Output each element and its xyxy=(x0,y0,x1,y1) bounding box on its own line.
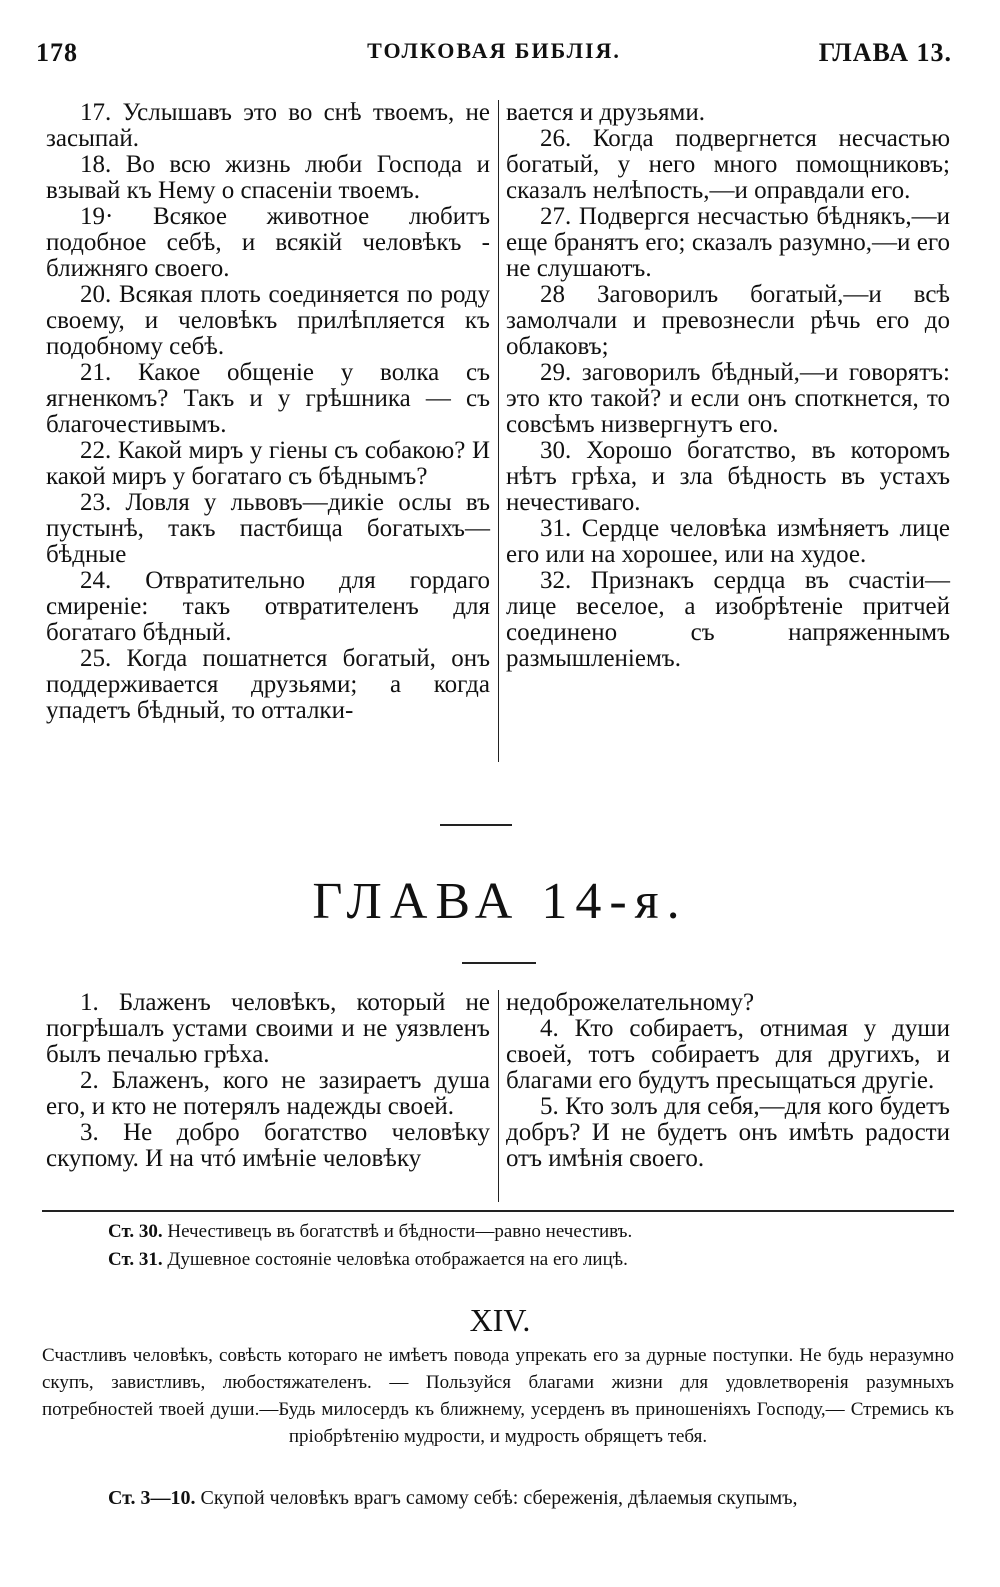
verse: 22. Какой миръ у гіены съ собакою? И какой миръ у богатаго съ бѣднымъ? xyxy=(46,437,490,490)
verse: 4. Кто собираетъ, отнимая у души своей, тотъ собираетъ для другихъ, и благами его будутъ пресыщаться другіе. xyxy=(506,1015,950,1094)
commentary-notes xyxy=(108,1218,968,1274)
chapter-summary xyxy=(42,1342,954,1450)
verse: 18. Во всю жизнь люби Господа и взывай къ Нему о спасеніи твоемъ. xyxy=(46,151,490,204)
chapter-14-columns xyxy=(46,990,950,1202)
footnote-rule xyxy=(42,1210,954,1212)
verse: 1. Блаженъ человѣкъ, который не погрѣшалъ устами своими и не уязвленъ былъ печалью грѣха. xyxy=(46,989,490,1068)
chapter-13-columns xyxy=(46,100,950,762)
verse: 3. Не добро богатство человѣку скупому. И на чтó имѣніе человѣку xyxy=(46,1119,490,1172)
chapter-14-left-column xyxy=(46,990,490,1172)
verse: 27. Подвергся несчастью бѣднякъ,—и еще бранятъ его; сказалъ разумно,—и его не слушаютъ. xyxy=(506,203,950,282)
ornament-rule xyxy=(462,962,536,964)
chapter-13-left-column xyxy=(46,100,490,724)
verse: 25. Когда пошатнется богатый, онъ поддерживается друзьями; а когда упадетъ бѣдный, то отталки- xyxy=(46,645,490,724)
verse: 2. Блаженъ, кого не зазираетъ душа его, и кто не потерялъ надежды своей. xyxy=(46,1067,490,1120)
note-text: Скупой человѣкъ врагъ самому себѣ: сбереженія, дѣлаемыя скупымъ, xyxy=(200,1487,798,1509)
page-header xyxy=(36,38,952,72)
note-text: Нечестивецъ въ богатствѣ и бѣдности—равно нечестивъ. xyxy=(167,1221,633,1242)
verse: 24. Отвратительно для гордаго смиреніе: такъ отвратителенъ для богатаго бѣдный. xyxy=(46,567,490,646)
verse: 23. Ловля у львовъ—дикіе ослы въ пустынѣ, такъ пастбища богатыхъ—бѣдные xyxy=(46,489,490,568)
note-text: Душевное состояніе человѣка отображается на его лицѣ. xyxy=(167,1249,628,1270)
page-number: 178 xyxy=(36,38,78,67)
note-ref: Ст. 3—10. xyxy=(108,1487,196,1509)
running-title: ТОЛКОВАЯ БИБЛІЯ. xyxy=(367,38,621,63)
verse: 31. Сердце человѣка измѣняетъ лице его или на хорошее, или на худое. xyxy=(506,515,950,568)
chapter-13-right-column xyxy=(506,100,950,672)
header-chapter: ГЛАВА 13. xyxy=(818,38,952,67)
verse: 28 Заговорилъ богатый,—и всѣ замолчали и превознесли рѣчь его до облаковъ; xyxy=(506,281,950,360)
verse: 26. Когда подвергнется несчастью богатый, у него много помощниковъ; сказалъ нелѣпость,—и оправдали его. xyxy=(506,125,950,204)
verse: 29. заговорилъ бѣдный,—и говорятъ: это кто такой? и если онъ споткнется, то совсѣмъ низвергнутъ его. xyxy=(506,359,950,438)
ornament-rule xyxy=(440,824,512,826)
verse: 19· Всякое животное любитъ подобное себѣ, и всякій человѣкъ - ближняго своего. xyxy=(46,203,490,282)
commentary-note xyxy=(108,1484,968,1512)
verse: 20. Всякая плоть соединяется по роду своему, и человѣкъ прилѣпляется къ подобному себѣ. xyxy=(46,281,490,360)
verse: 17. Услышавъ это во снѣ твоемъ, не засыпай. xyxy=(46,99,490,152)
verse: 30. Хорошо богатство, въ которомъ нѣтъ грѣха, и зла бѣдность въ устахъ нечестиваго. xyxy=(506,437,950,516)
summary-text: Счастливъ человѣкъ, совѣсть котораго не имѣетъ повода упрекать его за дурные поступки. Не будь неразумно скупъ, завистливъ, любостяжателенъ. — Пользуйся благами жизни для удовлетворенія разумныхъ потребностей твоей души.—Будь милосердъ къ ближнему, усерденъ въ приношеніяхъ Господу,— Стремись къ пріобрѣтенію мудрости, и мудрость обрящетъ тебя. xyxy=(42,1345,954,1447)
note-ref: Ст. 30. xyxy=(108,1221,163,1242)
note-ref: Ст. 31. xyxy=(108,1249,163,1270)
column-divider xyxy=(498,100,499,762)
verse: 5. Кто золъ для себя,—для кого будетъ добръ? И не будетъ онъ имѣть радости отъ имѣнія своего. xyxy=(506,1093,950,1172)
note xyxy=(108,1246,968,1274)
column-divider xyxy=(498,990,499,1202)
verse-continuation: недоброжелательному? xyxy=(506,989,755,1016)
verse: 32. Признакъ сердца въ счастіи— лице веселое, а изобрѣтеніе притчей соединено съ напряженнымъ размышленіемъ. xyxy=(506,567,950,672)
verse-continuation: вается и друзьями. xyxy=(506,99,705,126)
chapter-title: ГЛАВА 14-я. xyxy=(312,873,688,930)
verse: 21. Какое общеніе у волка съ ягненкомъ? Такъ и у грѣшника — съ благочестивымъ. xyxy=(46,359,490,438)
note xyxy=(108,1218,968,1246)
commentary-heading: XIV. xyxy=(469,1302,531,1338)
chapter-14-right-column xyxy=(506,990,950,1172)
